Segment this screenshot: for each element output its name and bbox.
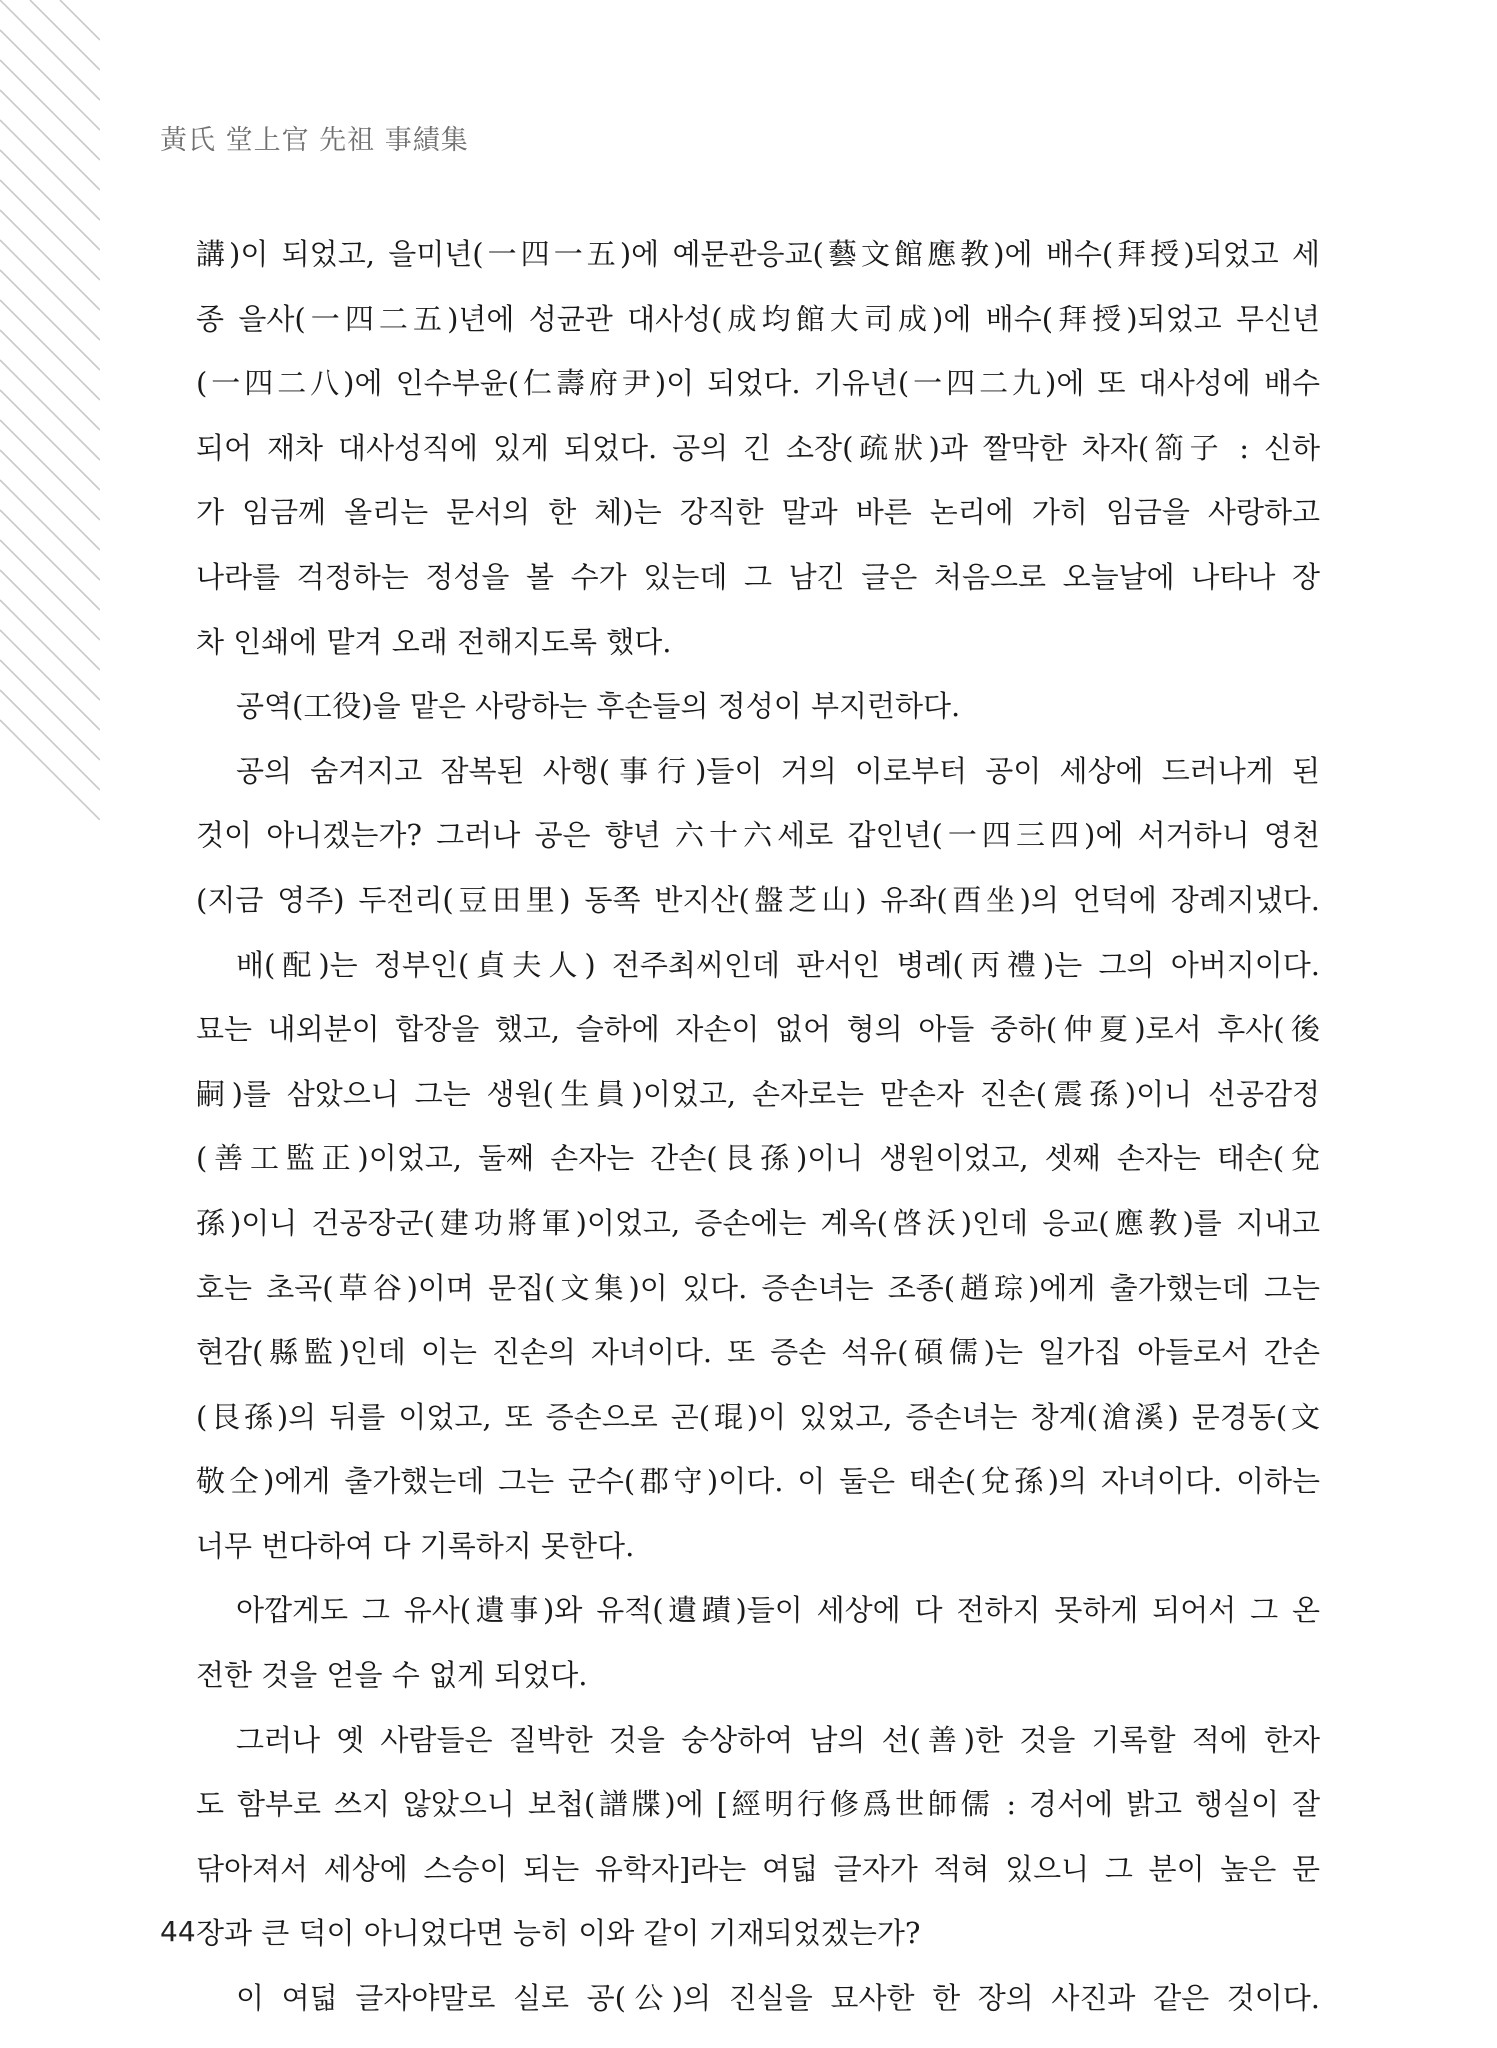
text-line: 되어 재차 대사성직에 있게 되었다. 공의 긴 소장(疏狀)과 짤막한 차자(箚子 : 신하	[196, 430, 1320, 465]
text-line: (一四二八)에 인수부윤(仁壽府尹)이 되었다. 기유년(一四二九)에 또 대사성에 배수	[196, 366, 1320, 401]
text-line: 공역(工役)을 맡은 사랑하는 후손들의 정성이 부지런하다.	[236, 689, 961, 724]
text-line: (지금 영주) 두전리(豆田里) 동쪽 반지산(盤芝山) 유좌(酉坐)의 언덕에 장례지냈다.	[196, 882, 1320, 917]
text-line: 嗣)를 삼았으니 그는 생원(生員)이었고, 손자로는 맏손자 진손(震孫)이니 선공감정	[196, 1076, 1320, 1111]
text-line: 묘는 내외분이 합장을 했고, 슬하에 자손이 없어 형의 아들 중하(仲夏)로서 후사(後	[196, 1012, 1320, 1047]
text-line: 나라를 걱정하는 정성을 볼 수가 있는데 그 남긴 글은 처음으로 오늘날에 나타나 장	[196, 559, 1320, 594]
text-line: 것이 아니겠는가? 그러나 공은 향년 六十六세로 갑인년(一四三四)에 서거하니 영천	[196, 818, 1320, 853]
text-line: 닦아져서 세상에 스승이 되는 유학자]라는 여덟 글자가 적혀 있으니 그 분이 높은 문	[196, 1851, 1320, 1886]
text-line: 아깝게도 그 유사(遺事)와 유적(遺蹟)들이 세상에 다 전하지 못하게 되어서 그 온	[236, 1593, 1320, 1628]
text-line: 가 임금께 올리는 문서의 한 체)는 강직한 말과 바른 논리에 가히 임금을 사랑하고	[196, 495, 1320, 530]
text-line: 호는 초곡(草谷)이며 문집(文集)이 있다. 증손녀는 조종(趙琮)에게 출가했는데 그는	[196, 1270, 1320, 1305]
text-line: 이 여덟 글자야말로 실로 공(公)의 진실을 묘사한 한 장의 사진과 같은 것이다.	[236, 1981, 1320, 2016]
text-line: (善工監正)이었고, 둘째 손자는 간손(艮孫)이니 생원이었고, 셋째 손자는 태손(兌	[196, 1141, 1320, 1176]
text-line: 현감(縣監)인데 이는 진손의 자녀이다. 또 증손 석유(碩儒)는 일가집 아들로서 간손	[196, 1335, 1320, 1370]
text-line: (艮孫)의 뒤를 이었고, 또 증손으로 곤(琨)이 있었고, 증손녀는 창계(滄溪) 문경동(文	[196, 1399, 1320, 1434]
text-line: 孫)이니 건공장군(建功將軍)이었고, 증손에는 계옥(啓沃)인데 응교(應教)를 지내고	[196, 1205, 1320, 1240]
text-line: 도 함부로 쓰지 않았으니 보첩(譜牒)에 [經明行修爲世師儒 : 경서에 밝고 행실이 잘	[196, 1787, 1320, 1822]
text-line: 그러나 옛 사람들은 질박한 것을 숭상하여 남의 선(善)한 것을 기록할 적에 한자	[236, 1722, 1320, 1757]
page-number: 44	[160, 1915, 196, 1948]
text-line: 공의 숨겨지고 잠복된 사행(事行)들이 거의 이로부터 공이 세상에 드러나게 된	[236, 753, 1320, 788]
text-line: 차 인쇄에 맡겨 오래 전해지도록 했다.	[196, 624, 672, 659]
text-line: 배(配)는 정부인(貞夫人) 전주최씨인데 판서인 병례(丙禮)는 그의 아버지이다.	[236, 947, 1320, 982]
text-line: 종 을사(一四二五)년에 성균관 대사성(成均館大司成)에 배수(拜授)되었고 무신년	[196, 301, 1320, 336]
text-line: 너무 번다하여 다 기록하지 못한다.	[196, 1528, 635, 1563]
running-head: 黃氏 堂上官 先祖 事績集	[160, 125, 469, 156]
text-line: 敬仝)에게 출가했는데 그는 군수(郡守)이다. 이 둘은 태손(兌孫)의 자녀이다. 이하는	[196, 1464, 1320, 1499]
text-line: 장과 큰 덕이 아니었다면 능히 이와 같이 기재되었겠는가?	[196, 1916, 921, 1951]
text-line: 講)이 되었고, 을미년(一四一五)에 예문관응교(藝文館應教)에 배수(拜授)되었고 세	[196, 237, 1320, 271]
body-text	[196, 222, 1320, 2031]
text-line: 전한 것을 얻을 수 없게 되었다.	[196, 1658, 588, 1693]
decorative-stripes	[0, 0, 100, 820]
